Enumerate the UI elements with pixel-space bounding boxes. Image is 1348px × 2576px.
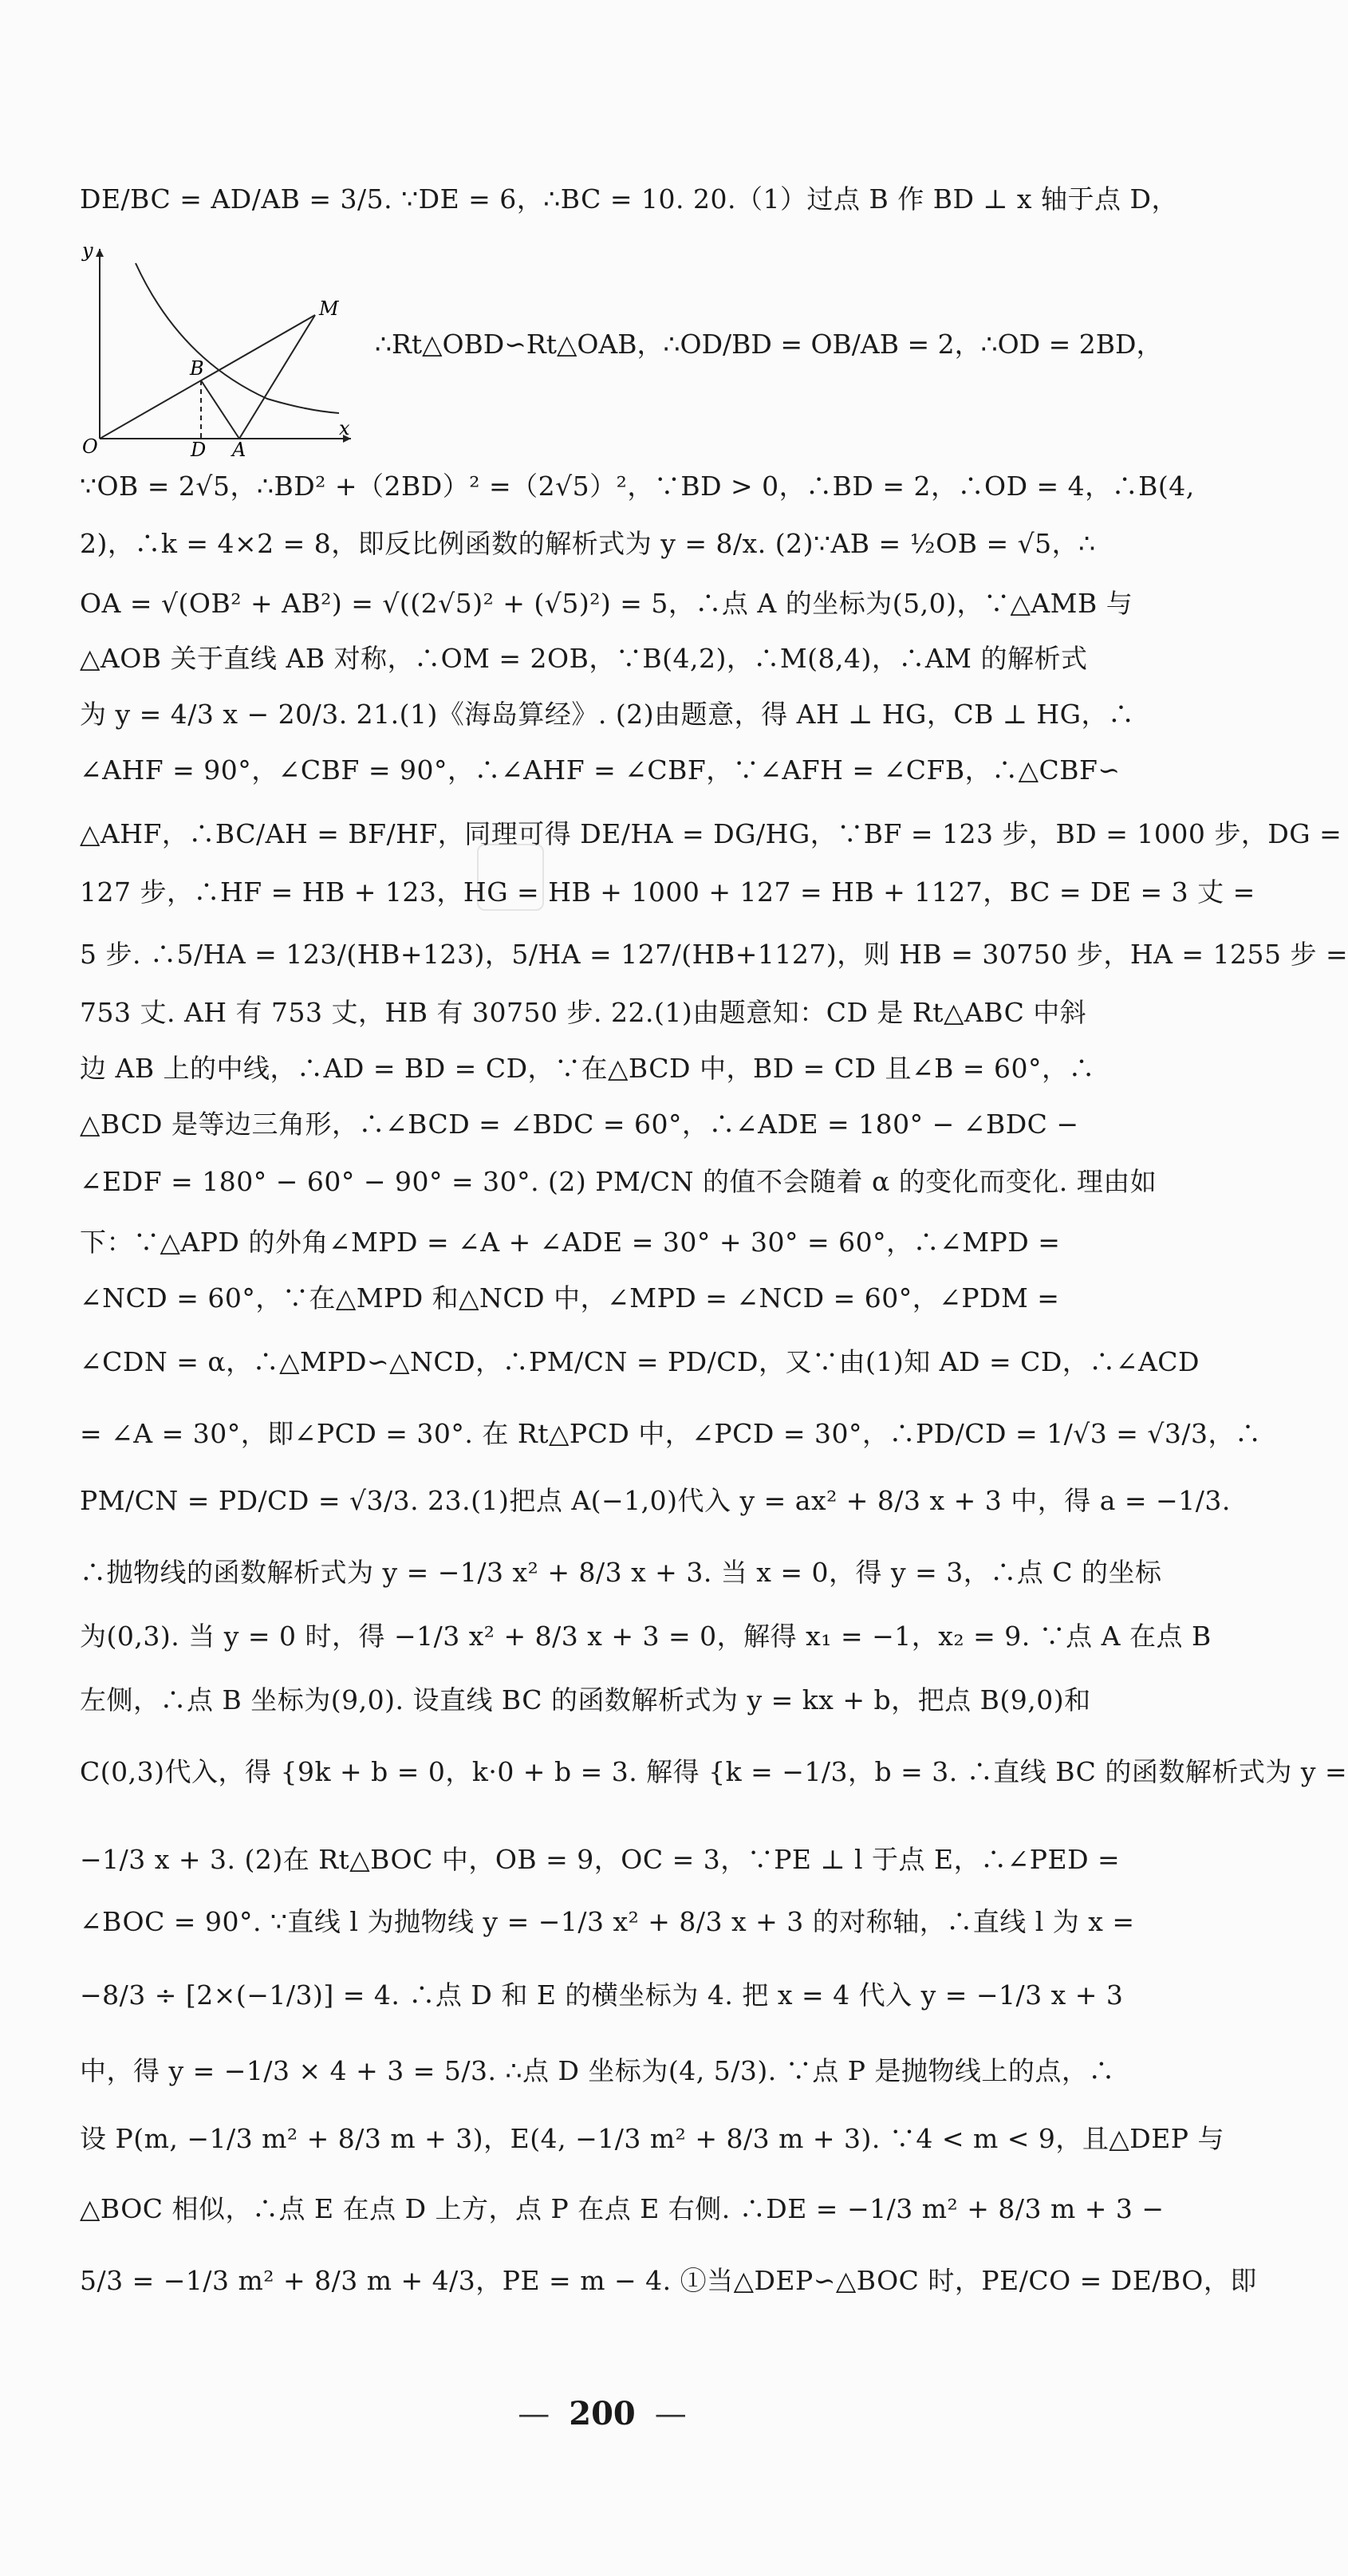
text-line-25: −1/3 x + 3. (2)在 Rt△BOC 中，OB = 9，OC = 3，∵PE ⊥ l 于点 E，∴∠PED =: [80, 1844, 1121, 1875]
text-line-1: DE/BC = AD/AB = 3/5. ∵DE = 6，∴BC = 10. 20.（1）过点 B 作 BD ⊥ x 轴于点 D，: [80, 183, 1178, 215]
origin-label: O: [82, 435, 98, 458]
text-line-6: △AOB 关于直线 AB 对称，∴OM = 2OB，∵B(4,2)，∴M(8,4)，∴AM 的解析式: [80, 643, 1088, 674]
text-line-17: ∠NCD = 60°，∵在△MPD 和△NCD 中，∠MPD = ∠NCD = 60°，∠PDM =: [80, 1282, 1060, 1314]
text-line-13: 边 AB 上的中线，∴AD = BD = CD，∵在△BCD 中，BD = CD 且∠B = 60°，∴: [80, 1053, 1096, 1084]
page-number-value: 200: [569, 2395, 636, 2432]
text-line-2: ∴Rt△OBD∽Rt△OAB，∴OD/BD = OB/AB = 2，∴OD = 2BD，: [375, 329, 1163, 360]
text-line-21: ∴抛物线的函数解析式为 y = −1/3 x² + 8/3 x + 3. 当 x = 0，得 y = 3，∴点 C 的坐标: [80, 1557, 1162, 1588]
watermark-stamp: [477, 844, 544, 911]
point-a-label: A: [232, 439, 246, 461]
text-line-24: C(0,3)代入，得 {9k + b = 0，k·0 + b = 3. 解得 {k = −1/3，b = 3. ∴直线 BC 的函数解析式为 y =: [80, 1756, 1348, 1787]
text-line-26: ∠BOC = 90°. ∵直线 l 为抛物线 y = −1/3 x² + 8/3 x + 3 的对称轴，∴直线 l 为 x =: [80, 1906, 1135, 1937]
text-line-14: △BCD 是等边三角形，∴∠BCD = ∠BDC = 60°，∴∠ADE = 180° − ∠BDC −: [80, 1109, 1079, 1140]
text-line-29: 设 P(m, −1/3 m² + 8/3 m + 3)，E(4, −1/3 m² + 8/3 m + 3). ∵4 < m < 9，且△DEP 与: [80, 2123, 1225, 2154]
text-line-11: 5 步. ∴5/HA = 123/(HB+123)，5/HA = 127/(HB+1127)，则 HB = 30750 步，HA = 1255 步 =: [80, 939, 1348, 970]
text-line-20: PM/CN = PD/CD = √3/3. 23.(1)把点 A(−1,0)代入 y = ax² + 8/3 x + 3 中，得 a = −1/3.: [80, 1485, 1231, 1516]
page-number-dash-right: —: [654, 2396, 687, 2432]
page-number-dash-left: —: [518, 2396, 550, 2432]
text-line-15: ∠EDF = 180° − 60° − 90° = 30°. (2) PM/CN 的值不会随着 α 的变化而变化. 理由如: [80, 1166, 1157, 1197]
text-line-30: △BOC 相似，∴点 E 在点 D 上方，点 P 在点 E 右侧. ∴DE = −1/3 m² + 8/3 m + 3 −: [80, 2193, 1165, 2224]
text-line-10: 127 步，∴HF = HB + 123，HG = HB + 1000 + 127 = HB + 1127，BC = DE = 3 丈 =: [80, 876, 1255, 908]
y-axis-label: y: [82, 239, 93, 262]
text-line-12: 753 丈. AH 有 753 丈，HB 有 30750 步. 22.(1)由题意知：CD 是 Rt△ABC 中斜: [80, 997, 1087, 1028]
text-line-19: = ∠A = 30°，即∠PCD = 30°. 在 Rt△PCD 中，∠PCD = 30°，∴PD/CD = 1/√3 = √3/3，∴: [80, 1418, 1262, 1449]
text-line-16: 下：∵△APD 的外角∠MPD = ∠A + ∠ADE = 30° + 30° = 60°，∴∠MPD =: [80, 1227, 1061, 1258]
text-line-28: 中，得 y = −1/3 × 4 + 3 = 5/3. ∴点 D 坐标为(4, 5/3). ∵点 P 是抛物线上的点，∴: [80, 2055, 1115, 2086]
text-line-5: OA = √(OB² + AB²) = √((2√5)² + (√5)²) = 5，∴点 A 的坐标为(5,0)，∵△AMB 与: [80, 588, 1133, 619]
point-b-label: B: [190, 357, 204, 380]
point-m-label: M: [319, 297, 339, 320]
x-axis-label: x: [339, 417, 350, 439]
text-line-4: 2)，∴k = 4×2 = 8，即反比例函数的解析式为 y = 8/x. (2)∵AB = ½OB = √5，∴: [80, 528, 1096, 559]
text-line-9: △AHF，∴BC/AH = BF/HF，同理可得 DE/HA = DG/HG，∵BF = 123 步，BD = 1000 步，DG =: [80, 818, 1342, 849]
text-line-18: ∠CDN = α，∴△MPD∽△NCD，∴PM/CN = PD/CD，又∵由(1)知 AD = CD，∴∠ACD: [80, 1346, 1200, 1377]
text-line-23: 左侧，∴点 B 坐标为(9,0). 设直线 BC 的函数解析式为 y = kx + b，把点 B(9,0)和: [80, 1684, 1091, 1715]
text-line-7: 为 y = 4/3 x − 20/3. 21.(1)《海岛算经》. (2)由题意，得 AH ⊥ HG，CB ⊥ HG，∴: [80, 699, 1135, 730]
coordinate-figure: [76, 239, 363, 461]
point-d-label: D: [191, 439, 207, 461]
text-line-22: 为(0,3). 当 y = 0 时，得 −1/3 x² + 8/3 x + 3 = 0，解得 x₁ = −1，x₂ = 9. ∵点 A 在点 B: [80, 1621, 1212, 1652]
text-line-3: ∵OB = 2√5，∴BD² +（2BD）² =（2√5）²，∵BD > 0，∴BD = 2，∴OD = 4，∴B(4,: [80, 471, 1195, 502]
text-line-31: 5/3 = −1/3 m² + 8/3 m + 4/3，PE = m − 4. ①当△DEP∽△BOC 时，PE/CO = DE/BO，即: [80, 2265, 1257, 2296]
page-number: [0, 2395, 1204, 2432]
text-line-8: ∠AHF = 90°，∠CBF = 90°，∴∠AHF = ∠CBF，∵∠AFH = ∠CFB，∴△CBF∽: [80, 754, 1121, 786]
text-line-27: −8/3 ÷ [2×(−1/3)] = 4. ∴点 D 和 E 的横坐标为 4. 把 x = 4 代入 y = −1/3 x + 3: [80, 1979, 1124, 2011]
